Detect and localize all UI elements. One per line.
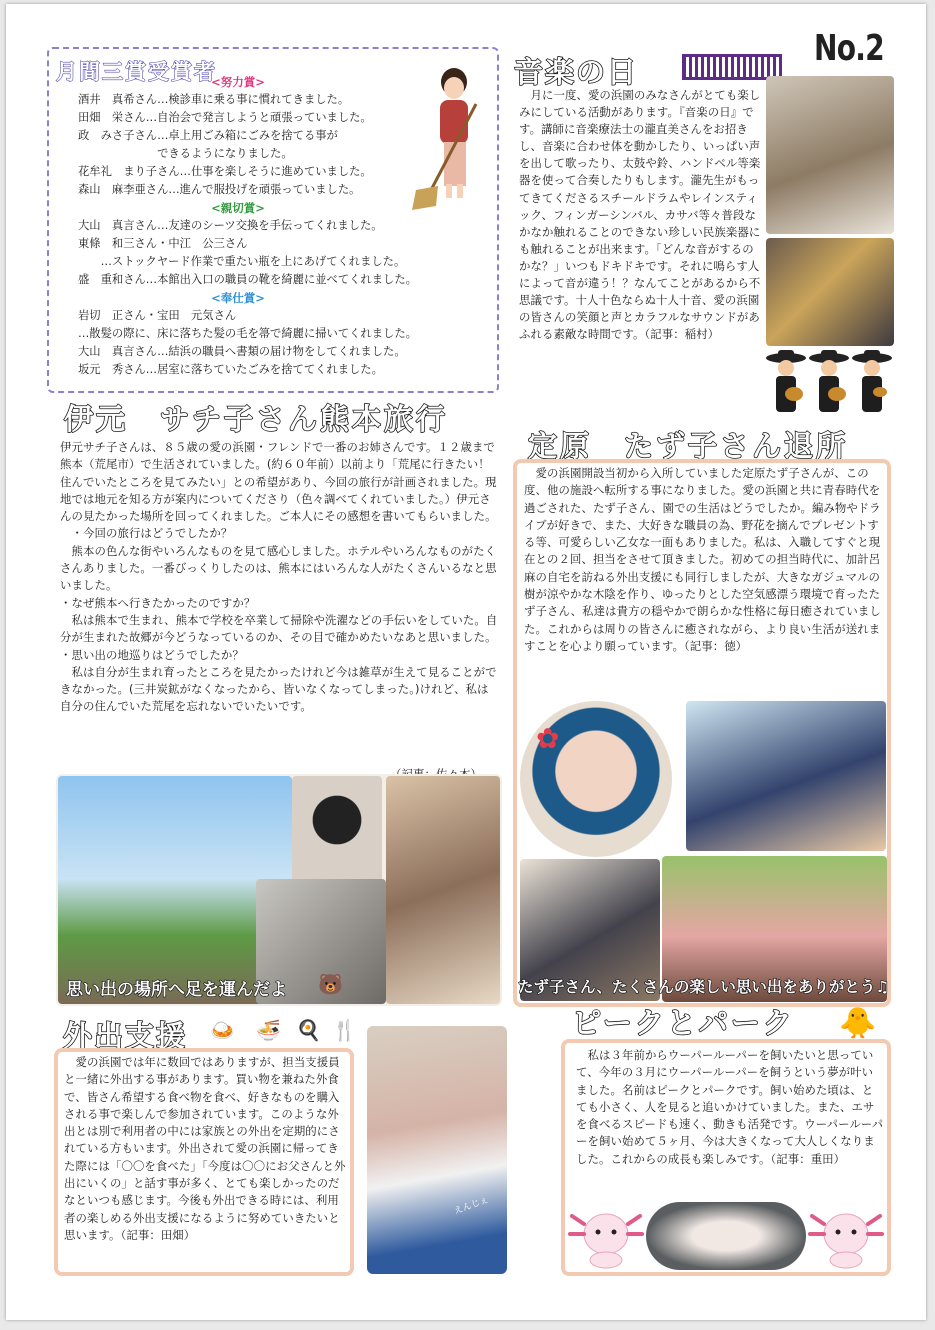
effort-award-item: 田畑 栄さん…自治会で発言しようと頑張っていました。	[78, 111, 372, 124]
curry-rice-icon: 🍛	[210, 1018, 235, 1042]
trip-title: 伊元 サチ子さん熊本旅行	[64, 402, 449, 436]
effort-award-item: 酒井 真希さん…検診車に乗る事に慣れてきました。	[78, 93, 350, 106]
trip-paragraph: 私は自分が生まれ育ったところを見たかったけれど今は雑草が生えて見ることができなかった。(三井炭鉱がなくなったから、皆いなくなってしまった。)けれど、私は自分の住んでいた荒尾を忘れないでいたいです。	[60, 664, 497, 714]
trip-paragraph: 私は熊本で生まれ、熊本で学校を卒業して掃除や洗濯などの手伝いをしていた。自分が生まれた故郷が今どうなっているのか、その目で確かめたいなあと思いました。	[60, 612, 498, 645]
trip-body	[60, 439, 500, 716]
kind-award-item: 盛 重和さん…本館出入口の職員の靴を綺麗に並べてくれました。	[78, 273, 417, 286]
trip-caption: 思い出の場所へ足を運んだよ	[66, 980, 287, 1000]
retire-caption: たず子さん、たくさんの楽しい思い出をありがとう♫	[518, 978, 890, 996]
awards-title: 月間三賞受賞者	[56, 60, 217, 84]
axolotl-photo	[646, 1202, 806, 1270]
retire-body	[524, 465, 884, 655]
service-award-item: 大山 真言さん…結浜の職員へ書類の届け物をしてくれました。	[78, 345, 406, 358]
rice-bowl-icon: 🍜	[256, 1018, 281, 1042]
effort-award-item: 政 みさ子さん…卓上用ごみ箱にごみを捨てる事が	[78, 129, 338, 142]
sweeping-woman-illustration	[406, 64, 490, 214]
kind-award-heading: <親切賞>	[211, 201, 265, 215]
service-award-item: 坂元 秀さん…居室に落ちていたごみを捨ててくれました。	[78, 363, 383, 376]
issue-number: No.2	[814, 28, 884, 69]
bear-face-icon: 🐻	[318, 972, 343, 996]
outing-body	[64, 1054, 347, 1244]
trip-photo-collage	[56, 774, 502, 1006]
effort-award-item: 森山 麻李亜さん…進んで服投げを頑張っていました。	[78, 183, 361, 196]
trip-paragraph: 伊元サチ子さんは、８５歳の愛の浜園・フレンドで一番のお姉さんです。１２歳まで熊本（荒尾市）で生活されていました。(約６０年前）以前より「荒尾に行きたい！住んでいたところを見てみたい」との希望があり、今回の旅行が計画されました。現地では地元を知る方が案内についてくださり（色々調べてくれていました。）伊元さんの見たかった場所を回ってくれました。ご本人にその感想を書いてもらいました。	[60, 440, 497, 524]
outing-paragraph: 愛の浜園では年に数回ではありますが、担当支援員と一緒に外出する事があります。買い物を兼ねた外食で、皆さん希望する食べ物を食べ、好きなものを購入される事で楽しんで参加されています。このような外出とは別で利用者の中には家族との外出を定期的にされている方もいます。外出されて愛の浜園に帰ってきた際には「〇〇を食べた」「今度は〇〇にお父さんと外出にいくの」と話す事が多く、とても楽しかったのだなといつも感じます。今後も外出できる時には、利用者の楽しめる外出支援になるように努めていきたいと思います。（記事：田畑）	[64, 1055, 346, 1242]
retire-photo-staff	[686, 701, 886, 851]
service-award-item: 岩切 正さん・宝田 元気さん	[78, 309, 237, 322]
fork-knife-icon: 🍴	[332, 1018, 357, 1042]
trip-question: ・なぜ熊本へ行きたかったのですか？	[60, 595, 256, 610]
retire-paragraph: 愛の浜園開設当初から入所していました定原たず子さんが、この度、他の施設へ転所する事になりました。愛の浜園と共に青春時代を過ごされた、たず子さん、園での生活はどうでしたか。編み物やドライブが好きで、また、大好きな職員の為、野花を摘んでプレゼントする等、可愛らしい乙女な一面もありました。私は、入職してすぐと現在との２回、担当をさせて頂きました。初めての担当時代に、加計呂麻の自宅を訪ねる外出支援にも同行しましたが、大きなガジュマルの樹が涼やかな木陰を作り、ゆったりとした空気感漂う環境で育ったたず子さん、私達は貴方の穏やかで朗らかな性格に毎日癒されていました。これからは周りの皆さんに癒されながら、より良い生活が送れますことを心より願っています。（記事：徳）	[524, 466, 881, 653]
newsletter-page	[6, 4, 926, 1320]
awards-list	[78, 73, 438, 379]
hibiscus-flower-icon: ✿	[536, 722, 560, 755]
music-title: 音楽の日	[514, 55, 639, 89]
music-paragraph: 月に一度、愛の浜園のみなさんがとても楽しみにしている活動があります。『音楽の日』です。講師に音楽療法士の瀧直美さんをお招きし、音楽に合わせ体を動かしたり、いっぱい声を出して歌ったり、太鼓や鈴、ハンドベル等楽器を使って合奏したりもします。瀧先生がもってきてくださるスチールドラムやレインスティック、フィンガーシンバル、カサバ等々普段なかなか触れることのできない珍しい民族楽器にも触れることが出来ます。「どんな音がするのかな？」いつもドキドキです。それに鳴らす人によって音が違う！？なんてことがあるから不思議です。十人十色ならぬ十人十音、愛の浜園の皆さんの笑顔と声とカラフルなサウンドがあふれる素敵な時間です。（記事：稲村）	[519, 88, 761, 342]
retire-title: 定原 たず子さん退所	[528, 429, 849, 463]
music-photo-2	[766, 238, 894, 346]
outing-title: 外出支援	[63, 1019, 188, 1053]
trip-photo-kumamon	[292, 776, 382, 886]
rubber-duck-icon: 🐥	[839, 1006, 877, 1041]
peak-paragraph: 私は３年前からウーパールーパーを飼いたいと思っていて、今年の３月にウーパールーパーを飼うという夢が叶いました。名前はピークとパークです。飼い始めた頃は、とても小さく、人を見ると追いかけていました。また、エサを食べるスピードも速く、動きも活発です。ウーパールーパーを飼い始めて５ヶ月、今は大きくなって大人しくなりました。これからの成長も楽しみです。（記事：重田）	[576, 1048, 884, 1166]
mascot-apron-label: えんじぇ	[452, 1195, 491, 1217]
effort-award-item: できるようになりました。	[78, 147, 293, 160]
peak-body	[576, 1047, 884, 1168]
trip-photo-dinner	[386, 776, 500, 1004]
omelette-rice-icon: 🍳	[296, 1018, 321, 1042]
peak-title: ピークとパーク	[572, 1006, 795, 1040]
music-photo-1	[766, 76, 894, 234]
trip-question: ・今回の旅行はどうでしたか？	[60, 526, 233, 541]
service-award-item: …散髪の際に、床に落ちた髪の毛を箒で綺麗に掃いてくれました。	[78, 327, 417, 340]
service-award-heading: <奉仕賞>	[211, 291, 265, 305]
trip-paragraph: 熊本の色んな街やいろんなものを見て感心しました。ホテルやいろんなものがたくさんありました。一番びっくりしたのは、熊本にはいろんな人がたくさんいるなと思いました。	[60, 543, 497, 593]
axolotl-left-illustration	[566, 1204, 646, 1270]
outing-photo-mascot	[367, 1026, 507, 1274]
music-body	[519, 87, 764, 343]
kind-award-item: …ストックヤード作業で重たい瓶を上にあげてくれました。	[78, 255, 406, 268]
kind-award-item: 東條 和三さん・中江 公三さん	[78, 237, 248, 250]
kind-award-item: 大山 真言さん…友達のシーツ交換を手伝ってくれました。	[78, 219, 383, 232]
effort-award-item: 花牟礼 まり子さん…仕事を楽しそうに進めていました。	[78, 165, 372, 178]
axolotl-right-illustration	[806, 1204, 886, 1270]
trip-question: ・思い出の地巡りはどうでしたか？	[60, 647, 244, 662]
effort-award-heading: <努力賞>	[211, 75, 265, 89]
mariachi-band-illustration	[764, 348, 894, 418]
